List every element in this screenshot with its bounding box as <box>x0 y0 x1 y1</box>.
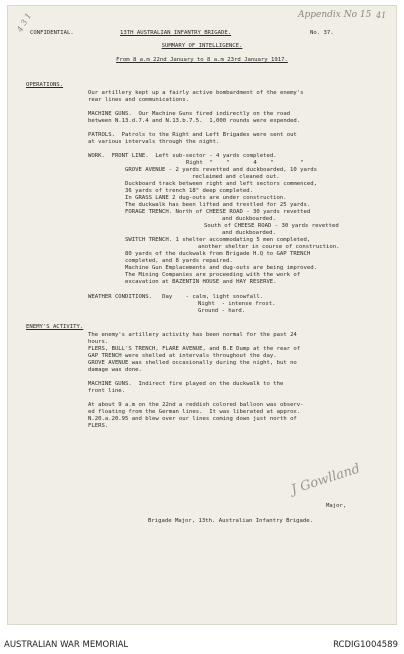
report-period: From 8 a.m 22nd January to 8 a.m 23rd January 1917. <box>116 57 288 63</box>
text-line: Ground - hard. <box>198 308 246 314</box>
text-line: GROVE AVENUE was shelled occasionally during the night, but no <box>88 360 297 366</box>
document-page <box>8 6 396 624</box>
section-heading: OPERATIONS. <box>26 82 64 88</box>
corner-annotation: 4 3 1 <box>15 11 34 34</box>
text-line: FORAGE TRENCH. North of CHEESE ROAD - 30 yards revetted <box>125 209 311 215</box>
text-line: 36 yards of trench 18" deep completed. <box>125 188 253 194</box>
text-line: MACHINE GUNS. Indirect fire played on the duckwalk to the <box>88 381 284 387</box>
text-line: GAP TRENCH were shelled at intervals throughout the day. <box>88 353 277 359</box>
archive-name: AUSTRALIAN WAR MEMORIAL <box>4 640 129 650</box>
text-line: at various intervals through the night. <box>88 139 220 145</box>
text-line: The enemy's artillery activity has been normal for the past 24 <box>88 332 297 338</box>
text-line: completed, and 8 yards repaired. <box>125 258 233 264</box>
text-line: Our artillery kept up a fairly active bombardment of the enemy's <box>88 90 304 96</box>
archive-footer <box>0 628 404 654</box>
text-line: rear lines and communications. <box>88 97 190 103</box>
record-id: RCDIG1004589 <box>333 640 398 650</box>
text-line: ed floating from the German lines. It was liberated at approx. <box>88 409 301 415</box>
text-line: PATROLS. Patrols to the Right and Left Brigades were sent out <box>88 132 297 138</box>
text-line: South of CHEESE ROAD - 30 yards revetted <box>204 223 339 229</box>
section-heading: ENEMY'S ACTIVITY. <box>26 324 84 330</box>
text-line: In GRASS LANE 2 dug-outs are under construction. <box>125 195 287 201</box>
text-line: FLERS. <box>88 423 109 429</box>
handwritten-signature: J Gowlland <box>289 461 363 498</box>
text-line: Duckboard track between right and left sectors commenced, <box>125 181 317 187</box>
text-line: damage was done. <box>88 367 142 373</box>
text-line: SWITCH TRENCH. 1 shelter accommodating 5 men completed, <box>125 237 311 243</box>
signatory-title: Brigade Major, 13th. Australian Infantry Brigade. <box>148 518 314 524</box>
text-line: Night - intense frost. <box>198 301 276 307</box>
appendix-annotation: Appendix No 15 <box>298 10 372 20</box>
text-line: hours. <box>88 339 109 345</box>
document-title: SUMMARY OF INTELLIGENCE. <box>161 43 243 49</box>
classification: CONFIDENTIAL. <box>30 30 74 36</box>
text-line: GROVE AVENUE - 2 yards revetted and duckboarded, 10 yards <box>125 167 317 173</box>
page-number-annotation: 41 <box>376 11 387 20</box>
text-line: At about 9 a.m on the 22nd a reddish colored balloon was observ- <box>88 402 304 408</box>
text-line: and duckboarded. <box>222 216 276 222</box>
text-line: excavation at BAZENTIN HOUSE and HAY RESERVE. <box>125 279 277 285</box>
text-line: Machine Gun Emplacements and dug-outs are being improved. <box>125 265 317 271</box>
text-line: between N.13.d.7.4 and N.13.b.7.5. 1,000 rounds were expended. <box>88 118 301 124</box>
text-line: N.20.a.20.95 and blew over our lines coming down just north of <box>88 416 297 422</box>
text-line: front line. <box>88 388 126 394</box>
text-line: Right " " 4 " " <box>186 160 304 166</box>
text-line: WEATHER CONDITIONS. Day - calm, light snowfall. <box>88 294 264 300</box>
text-line: FLERS, BULL'S TRENCH, FLARE AVENUE, and B.E Dump at the rear of <box>88 346 301 352</box>
text-line: MACHINE GUNS. Our Machine Guns fired indirectly on the road <box>88 111 291 117</box>
signatory-rank: Major, <box>326 503 347 509</box>
document-number: No. 37. <box>310 30 334 36</box>
text-line: The duckwalk has been lifted and trestled for 25 yards. <box>125 202 311 208</box>
unit-heading: 13TH AUSTRALIAN INFANTRY BRIGADE. <box>120 30 232 36</box>
text-line: WORK. FRONT LINE. Left sub-sector - 4 yards completed. <box>88 153 277 159</box>
text-line: 80 yards of the duckwalk from Brigade H.Q to GAP TRENCH <box>125 251 311 257</box>
text-line: reclaimed and cleaned out. <box>192 174 280 180</box>
text-line: The Mining Companies are proceeding with the work of <box>125 272 301 278</box>
text-line: another shelter in course of construction. <box>198 244 340 250</box>
text-line: and duckboarded. <box>222 230 276 236</box>
